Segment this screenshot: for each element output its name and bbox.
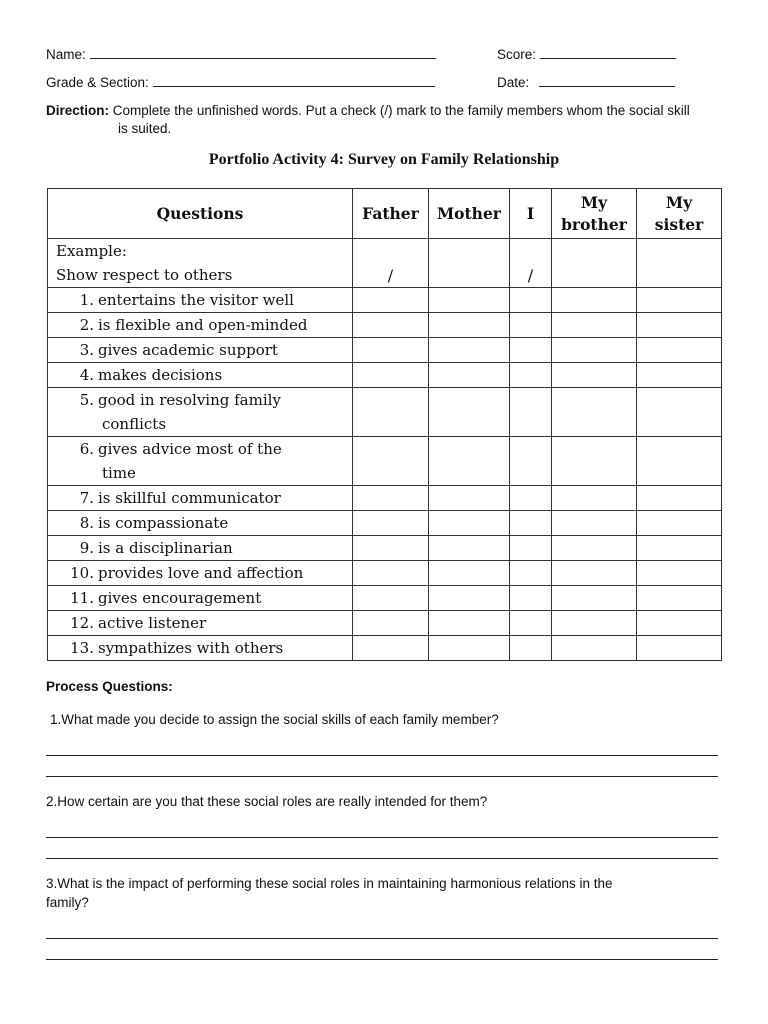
question-text: makes decisions	[98, 366, 223, 384]
page-title: Portfolio Activity 4: Survey on Family Relationship	[208, 151, 560, 168]
check-cell-i[interactable]	[510, 586, 552, 611]
example-label: Example:	[56, 242, 127, 260]
check-cell-brother[interactable]	[552, 338, 637, 363]
question-cell	[48, 313, 353, 338]
header-sister-line-1: My	[665, 192, 693, 212]
question-number: 5.	[79, 391, 94, 409]
check-cell-brother[interactable]	[552, 288, 637, 313]
question-number: 7.	[79, 489, 94, 507]
question-text: entertains the visitor well	[98, 291, 294, 309]
example-brother-cell[interactable]	[552, 239, 637, 288]
check-cell-i[interactable]	[510, 388, 552, 437]
check-cell-sister[interactable]	[637, 437, 722, 486]
check-cell-brother[interactable]	[552, 561, 637, 586]
check-cell-i[interactable]	[510, 511, 552, 536]
process-questions-heading: Process Questions:	[46, 679, 173, 694]
check-cell-sister[interactable]	[637, 288, 722, 313]
question-text: provides love and affection	[98, 564, 304, 582]
table-header-row	[48, 189, 722, 239]
direction-text	[46, 102, 726, 138]
question-number: 1.	[79, 291, 94, 309]
direction-line-2: is suited.	[118, 121, 172, 136]
question-number: 12.	[70, 614, 94, 632]
question-number: 9.	[79, 539, 94, 557]
check-cell-mother[interactable]	[429, 288, 510, 313]
name-label: Name:	[46, 47, 86, 62]
check-cell-brother[interactable]	[552, 511, 637, 536]
check-cell-i[interactable]	[510, 363, 552, 388]
table-row	[48, 338, 722, 363]
check-mark-icon: /	[387, 266, 394, 285]
check-cell-i[interactable]	[510, 536, 552, 561]
check-cell-mother[interactable]	[429, 437, 510, 486]
check-cell-father[interactable]	[353, 611, 429, 636]
header-i: I	[510, 189, 552, 239]
question-cell	[48, 511, 353, 536]
question-text: sympathizes with others	[98, 639, 284, 657]
direction-label: Direction:	[46, 103, 110, 118]
question-text: gives advice most of the	[98, 440, 282, 458]
question-text: gives encouragement	[98, 589, 262, 607]
header-questions: Questions	[48, 189, 353, 239]
header-my-brother	[552, 189, 637, 239]
check-cell-mother[interactable]	[429, 363, 510, 388]
question-text: active listener	[98, 614, 207, 632]
question-cell	[48, 363, 353, 388]
example-question	[48, 239, 353, 288]
check-cell-father[interactable]	[353, 338, 429, 363]
table-row	[48, 437, 722, 486]
check-cell-father[interactable]	[353, 561, 429, 586]
question-number: 13.	[70, 639, 94, 657]
check-cell-father[interactable]	[353, 288, 429, 313]
answer-line[interactable]	[46, 858, 718, 859]
table-row	[48, 636, 722, 661]
check-cell-mother[interactable]	[429, 486, 510, 511]
question-text: is compassionate	[98, 514, 229, 532]
check-cell-father[interactable]	[353, 363, 429, 388]
example-father-cell[interactable]	[353, 239, 429, 288]
question-cell	[48, 388, 353, 437]
check-cell-brother[interactable]	[552, 437, 637, 486]
question-cell	[48, 611, 353, 636]
question-text-continued: time	[102, 464, 136, 482]
table-row	[48, 586, 722, 611]
table-row	[48, 388, 722, 437]
table-row	[48, 363, 722, 388]
check-cell-sister[interactable]	[637, 338, 722, 363]
check-cell-father[interactable]	[353, 511, 429, 536]
process-question-2: 2.How certain are you that these social roles are really intended for them?	[46, 794, 488, 809]
grade-section-label: Grade & Section:	[46, 75, 149, 90]
check-cell-brother[interactable]	[552, 486, 637, 511]
check-cell-i[interactable]	[510, 486, 552, 511]
direction-line-1: Complete the unfinished words. Put a check (/) mark to the family members whom the social skill	[112, 103, 690, 118]
question-text: is skillful communicator	[98, 489, 281, 507]
header-brother-line-2: brother	[561, 214, 627, 234]
table-row	[48, 288, 722, 313]
check-cell-i[interactable]	[510, 313, 552, 338]
question-number: 10.	[70, 564, 94, 582]
header-mother: Mother	[429, 189, 510, 239]
question-cell	[48, 288, 353, 313]
score-field	[497, 46, 676, 63]
example-row	[48, 239, 722, 288]
check-cell-sister[interactable]	[637, 388, 722, 437]
check-cell-brother[interactable]	[552, 611, 637, 636]
check-cell-i[interactable]	[510, 561, 552, 586]
check-cell-brother[interactable]	[552, 636, 637, 661]
name-blank[interactable]	[90, 46, 436, 59]
check-cell-i[interactable]	[510, 288, 552, 313]
question-rows	[48, 288, 722, 661]
check-cell-brother[interactable]	[552, 586, 637, 611]
example-sister-cell[interactable]	[637, 239, 722, 288]
example-mother-cell[interactable]	[429, 239, 510, 288]
question-text: is flexible and open-minded	[98, 316, 308, 334]
check-cell-mother[interactable]	[429, 511, 510, 536]
process-question-3-line-1: 3.What is the impact of performing these social roles in maintaining harmonious relations in the	[46, 876, 613, 891]
check-cell-father[interactable]	[353, 586, 429, 611]
question-text: good in resolving family	[98, 391, 281, 409]
question-number: 3.	[79, 341, 94, 359]
example-text: Show respect to others	[56, 266, 233, 284]
question-text: is a disciplinarian	[98, 539, 233, 557]
check-cell-sister[interactable]	[637, 611, 722, 636]
question-number: 2.	[79, 316, 94, 334]
check-cell-sister[interactable]	[637, 561, 722, 586]
check-cell-mother[interactable]	[429, 561, 510, 586]
check-cell-i[interactable]	[510, 636, 552, 661]
check-cell-brother[interactable]	[552, 313, 637, 338]
name-field	[46, 46, 436, 63]
question-number: 8.	[79, 514, 94, 532]
question-cell	[48, 636, 353, 661]
table-row	[48, 486, 722, 511]
process-question-3-line-2: family?	[46, 895, 89, 910]
check-cell-mother[interactable]	[429, 611, 510, 636]
check-mark-icon: /	[527, 266, 534, 285]
check-cell-father[interactable]	[353, 437, 429, 486]
table-row	[48, 561, 722, 586]
question-cell	[48, 536, 353, 561]
question-cell	[48, 586, 353, 611]
example-i-cell[interactable]	[510, 239, 552, 288]
score-label: Score:	[497, 47, 537, 62]
date-label: Date:	[497, 75, 530, 90]
score-blank[interactable]	[540, 46, 676, 59]
check-cell-father[interactable]	[353, 486, 429, 511]
check-cell-sister[interactable]	[637, 313, 722, 338]
check-cell-sister[interactable]	[637, 511, 722, 536]
check-cell-mother[interactable]	[429, 338, 510, 363]
check-cell-father[interactable]	[353, 536, 429, 561]
check-cell-sister[interactable]	[637, 636, 722, 661]
check-cell-sister[interactable]	[637, 363, 722, 388]
check-cell-brother[interactable]	[552, 363, 637, 388]
check-cell-sister[interactable]	[637, 536, 722, 561]
check-cell-mother[interactable]	[429, 388, 510, 437]
check-cell-mother[interactable]	[429, 313, 510, 338]
answer-line[interactable]	[46, 938, 718, 939]
question-cell	[48, 437, 353, 486]
check-cell-i[interactable]	[510, 338, 552, 363]
process-question-3	[46, 874, 718, 912]
check-cell-i[interactable]	[510, 611, 552, 636]
check-cell-mother[interactable]	[429, 586, 510, 611]
check-cell-mother[interactable]	[429, 636, 510, 661]
check-cell-mother[interactable]	[429, 536, 510, 561]
grade-section-field	[46, 74, 435, 91]
question-cell	[48, 486, 353, 511]
question-number: 6.	[79, 440, 94, 458]
check-cell-brother[interactable]	[552, 388, 637, 437]
check-cell-brother[interactable]	[552, 536, 637, 561]
header-father: Father	[353, 189, 429, 239]
check-cell-sister[interactable]	[637, 586, 722, 611]
check-cell-father[interactable]	[353, 313, 429, 338]
survey-table	[47, 188, 722, 661]
check-cell-i[interactable]	[510, 437, 552, 486]
answer-line[interactable]	[46, 755, 718, 756]
table-row	[48, 511, 722, 536]
date-blank[interactable]	[539, 74, 675, 87]
table-row	[48, 313, 722, 338]
table-row	[48, 536, 722, 561]
header-brother-line-1: My	[580, 192, 608, 212]
question-cell	[48, 561, 353, 586]
header-sister-line-2: sister	[654, 214, 704, 234]
check-cell-father[interactable]	[353, 636, 429, 661]
question-number: 11.	[70, 589, 94, 607]
date-field	[497, 74, 675, 91]
question-number: 4.	[79, 366, 94, 384]
table-row	[48, 611, 722, 636]
process-question-1: 1.What made you decide to assign the social skills of each family member?	[50, 712, 499, 727]
question-text-continued: conflicts	[102, 415, 167, 433]
answer-line[interactable]	[46, 776, 718, 777]
question-cell	[48, 338, 353, 363]
header-my-sister	[637, 189, 722, 239]
check-cell-sister[interactable]	[637, 486, 722, 511]
answer-line[interactable]	[46, 837, 718, 838]
question-text: gives academic support	[98, 341, 278, 359]
grade-section-blank[interactable]	[153, 74, 435, 87]
answer-line[interactable]	[46, 959, 718, 960]
check-cell-father[interactable]	[353, 388, 429, 437]
